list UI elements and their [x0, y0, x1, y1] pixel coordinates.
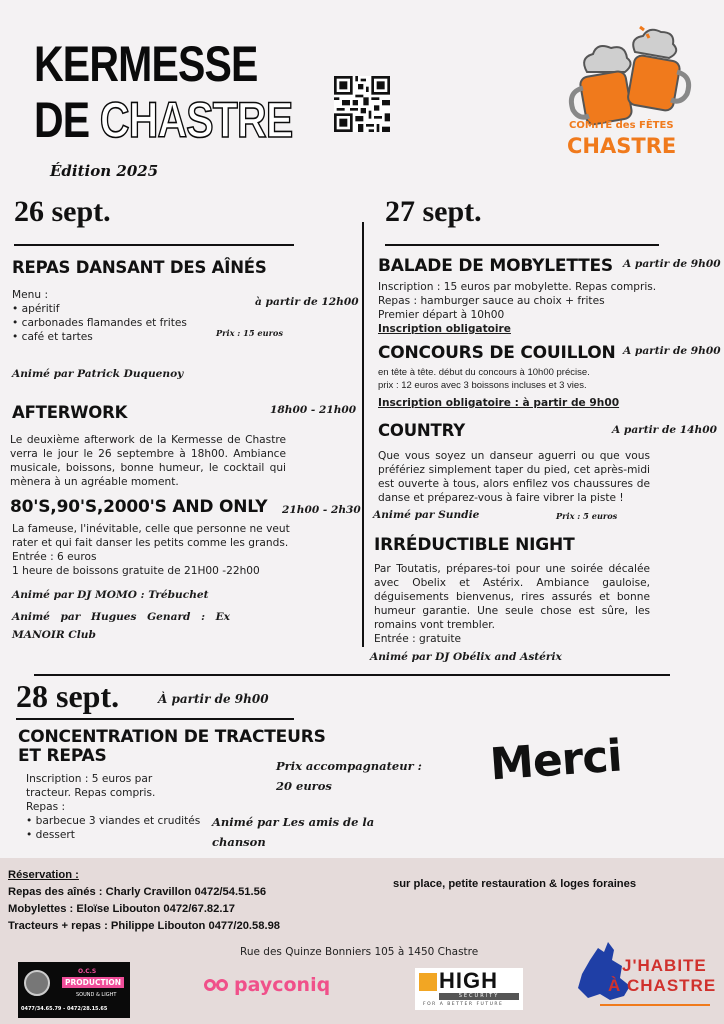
reservation-block [8, 867, 280, 935]
ocs-production-text: PRODUCTION [62, 977, 124, 988]
poster-title-line1: KERMESSE [34, 36, 258, 92]
event-time: A partir de 14h00 [612, 424, 717, 436]
comite-des-fetes-logo [565, 22, 715, 167]
high-security-logo [415, 968, 523, 1010]
event-description [378, 366, 590, 392]
event-menu [12, 288, 187, 344]
event-time: 21h00 - 2h30 [282, 504, 361, 516]
price-line: 20 euros [276, 779, 332, 793]
event-title: AFTERWORK [12, 403, 128, 422]
disc-icon [24, 970, 50, 996]
footer [0, 858, 724, 1024]
title-chastre: CHASTRE [99, 92, 293, 148]
event-line: Inscription : 5 euros par [26, 773, 153, 785]
event-description: Par Toutatis, prépares-toi pour une soirée décalée avec Obelix et Astérix. Ambiance gauloise, déguisements bienvenus, rires assurés et bonne humeur garantie. Une seule chose est sûre, les romains vont trembler. [374, 563, 650, 631]
event-host: Animé par DJ Obélix and Astérix [370, 651, 562, 663]
underline [600, 1004, 710, 1006]
registration-note: Inscription obligatoire [378, 323, 511, 335]
ocs-text: O.C.S [78, 968, 97, 975]
chastre-text: À CHASTRE [608, 976, 717, 995]
address: Rue des Quinze Bonniers 105 à 1450 Chastre [240, 946, 479, 958]
event-line: Repas : hamburger sauce au choix + frites [378, 295, 605, 307]
day3-time: À partir de 9h00 [158, 692, 269, 706]
payconiq-logo [204, 974, 330, 996]
high-security-mark-icon [419, 973, 437, 991]
event-title-line: ET REPAS [18, 746, 107, 766]
event-entry: Entrée : gratuite [374, 633, 462, 645]
day1-date: 26 sept. [14, 195, 111, 228]
security-text: SECURITY [439, 993, 519, 1000]
contact-line: Repas des aînés : Charly Cravillon 0472/54.51.56 [8, 886, 267, 898]
qr-code-icon[interactable] [334, 76, 390, 132]
contact-line: Mobylettes : Eloïse Libouton 0472/67.82.17 [8, 903, 235, 915]
ocs-sound-text: SOUND & LIGHT [76, 992, 117, 998]
event-time: A partir de 9h00 [623, 258, 721, 270]
event-time: 18h00 - 21h00 [270, 404, 357, 416]
host-line: chanson [212, 835, 266, 849]
payconiq-text: payconiq [234, 974, 331, 996]
logo-text-comite: COMITÉ des FÊTES [569, 120, 674, 131]
contact-line: Tracteurs + repas : Philippe Libouton 0477/20.58.98 [8, 920, 281, 932]
menu-line: • apéritif [12, 303, 60, 315]
day3-divider [16, 718, 294, 720]
day2-date: 27 sept. [385, 195, 482, 228]
event-title: BALADE DE MOBYLETTES [378, 256, 613, 276]
reservation-label: Réservation : [8, 869, 79, 881]
event-title: IRRÉDUCTIBLE NIGHT [374, 535, 575, 555]
event-description: Le deuxième afterwork de la Kermesse de Chastre verra le jour le 26 septembre à 18h00. Ambiance musicale, boissons, bonne humeur, le cocktail qui mènera à un agréable moment. [10, 434, 286, 488]
event-host: Animé par Hugues Genard : Ex MANOIR Club [12, 611, 230, 641]
event-time: A partir de 9h00 [623, 345, 721, 357]
event-host: Animé par DJ MOMO : Trébuchet [12, 589, 209, 601]
event-host: Animé par Sundie [373, 509, 480, 521]
price-line: Prix accompagnateur : [276, 759, 422, 773]
logo-text-chastre: CHASTRE [567, 134, 677, 158]
day3-date: 28 sept. [16, 678, 120, 714]
event-host [212, 812, 374, 852]
event-description [26, 772, 200, 842]
event-title-line: CONCENTRATION DE TRACTEURS [18, 727, 326, 747]
high-text: HIGH [439, 968, 498, 993]
event-line: Premier départ à 10h00 [378, 309, 505, 321]
event-price [276, 756, 422, 796]
event-entry: Entrée : 6 euros [12, 551, 97, 563]
host-line: Animé par Les amis de la [212, 815, 375, 829]
jhabite-text: J'HABITE [622, 956, 707, 975]
event-description: Que vous soyez un danseur aguerri ou que vous préfériez simplement taper du pied, cet après-midi est ouverte à tous, alors enfilez vos chaussures de danse et préparez-vous à faire vibrer la piste ! [378, 450, 650, 504]
onsite-info: sur place, petite restauration & loges foraines [393, 878, 637, 890]
ocs-phones: 0477/34.65.79 - 0472/28.15.65 [21, 1006, 108, 1012]
section-divider [34, 674, 670, 676]
ocs-production-logo [18, 962, 130, 1018]
menu-line: • café et tartes [12, 331, 93, 343]
event-time: à partir de 12h00 [255, 296, 359, 308]
event-text: La fameuse, l'inévitable, celle que personne ne veut rater et qui fait danser les petits comme les grands. [12, 523, 290, 549]
event-line: en tête à tête. début du concours à 10h00 précise. [378, 367, 590, 378]
menu-line: • carbonades flamandes et frites [12, 317, 187, 329]
merci-text: Merci [488, 730, 624, 791]
registration-note: Inscription obligatoire : à partir de 9h00 [378, 397, 620, 409]
tagline-text: FOR A BETTER FUTURE [423, 1002, 504, 1007]
event-drinks: 1 heure de boissons gratuite de 21H00 -22h00 [12, 565, 260, 577]
event-title: CONCOURS DE COUILLON [378, 343, 616, 363]
event-line: • barbecue 3 viandes et crudités [26, 815, 201, 827]
event-price: Prix : 15 euros [216, 328, 283, 338]
event-line: prix : 12 euros avec 3 boissons incluses et 3 vies. [378, 380, 587, 391]
event-title: 80'S,90'S,2000'S AND ONLY [10, 497, 268, 517]
column-divider [362, 222, 364, 647]
event-line: Inscription : 15 euros par mobylette. Repas compris. [378, 281, 657, 293]
event-description [12, 522, 292, 578]
infinity-icon [204, 978, 228, 992]
event-line: • dessert [26, 829, 75, 841]
event-price: Prix : 5 euros [556, 511, 618, 521]
event-title: COUNTRY [378, 421, 465, 440]
menu-line: Menu : [12, 289, 49, 301]
event-host: Animé par Patrick Duquenoy [12, 368, 184, 380]
jhabite-a-chastre-logo [570, 940, 720, 1020]
edition-label: Édition 2025 [50, 162, 159, 180]
event-line: Repas : [26, 801, 66, 813]
day1-divider [14, 244, 294, 246]
event-description [378, 280, 656, 336]
poster-title-line2 [34, 94, 292, 146]
title-de: DE [34, 92, 90, 148]
event-title: REPAS DANSANT DES AÎNÉS [12, 258, 267, 277]
event-line: tracteur. Repas compris. [26, 787, 156, 799]
day2-divider [385, 244, 659, 246]
